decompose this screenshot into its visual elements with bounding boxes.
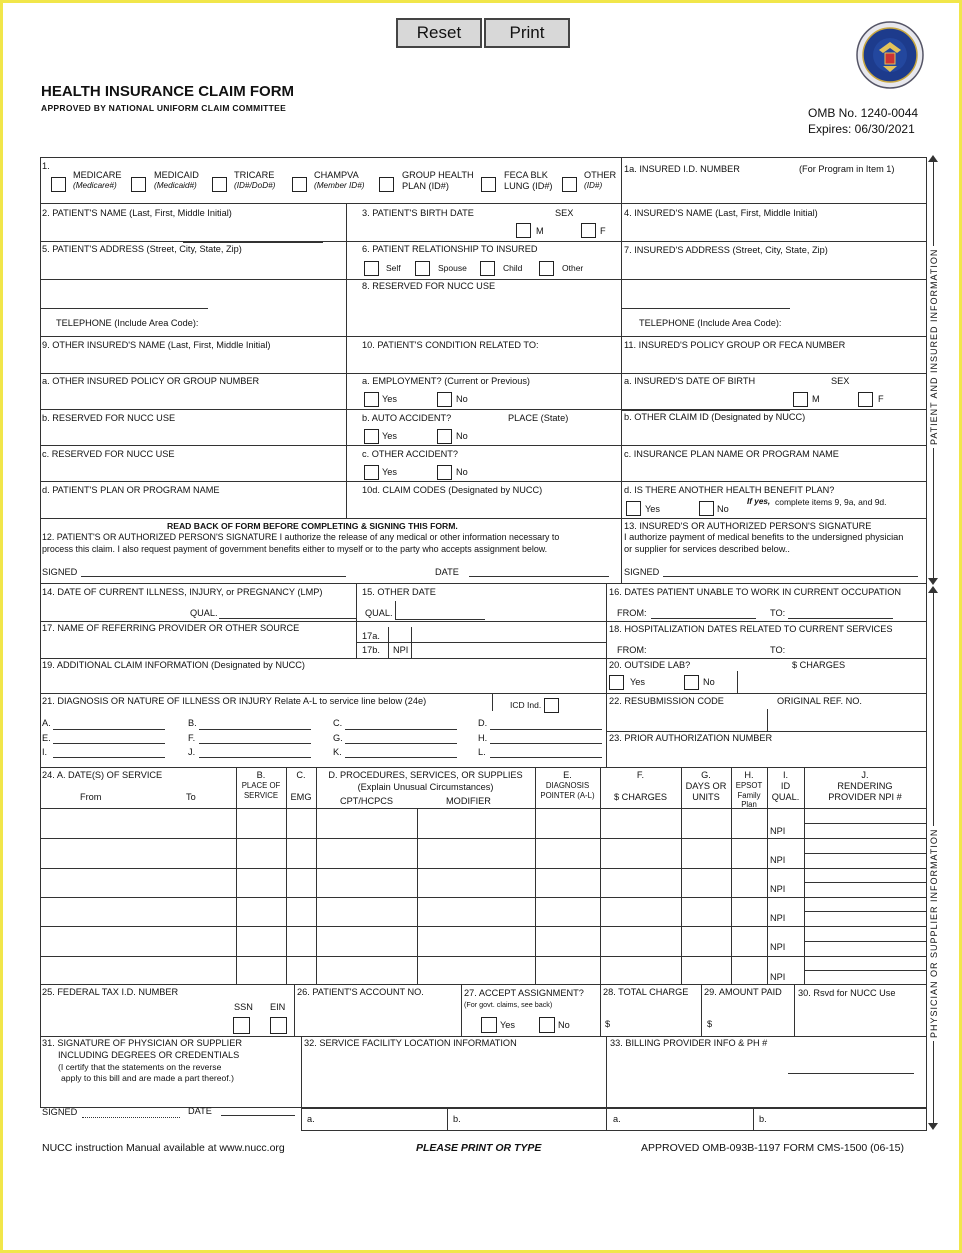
field-underline — [219, 618, 356, 619]
col24b-line3: SERVICE — [243, 791, 279, 800]
diag-line[interactable] — [345, 757, 457, 758]
accept-assignment-label: 27. ACCEPT ASSIGNMENT? — [464, 988, 584, 998]
dollar-sign: $ — [605, 1019, 611, 1029]
form-subtitle: APPROVED BY NATIONAL UNIFORM CLAIM COMMITTEE — [41, 103, 287, 113]
field-underline — [183, 241, 323, 243]
place-state-label: PLACE (State) — [508, 413, 569, 423]
divider — [621, 157, 622, 584]
col-line — [753, 1107, 754, 1130]
other-date-label: 15. OTHER DATE — [362, 587, 436, 597]
row-line — [40, 621, 927, 622]
other-program-checkbox[interactable] — [562, 177, 577, 192]
diag-letter: F. — [188, 733, 196, 743]
row-line — [40, 897, 927, 898]
physician-signature-line1: 31. SIGNATURE OF PHYSICIAN OR SUPPLIER — [42, 1038, 242, 1048]
rel-other-checkbox[interactable] — [539, 261, 554, 276]
row-line — [40, 926, 927, 927]
another-plan-no-checkbox[interactable] — [699, 501, 714, 516]
yes-label: Yes — [382, 467, 397, 477]
program-sub: PLAN (ID#) — [402, 181, 449, 191]
row-line — [40, 241, 927, 242]
feca-checkbox[interactable] — [481, 177, 496, 192]
qual-label: QUAL. — [365, 608, 393, 618]
divider — [606, 583, 607, 768]
field-divider — [737, 671, 738, 693]
row-line — [40, 518, 927, 519]
employment-yes-checkbox[interactable] — [364, 392, 379, 407]
rel-self-checkbox[interactable] — [364, 261, 379, 276]
row-line — [40, 808, 927, 809]
npi-label: NPI — [770, 855, 786, 865]
col24d-modifier: MODIFIER — [446, 796, 491, 806]
col-line — [461, 984, 462, 1036]
field-underline — [622, 409, 790, 411]
signature-line[interactable] — [81, 576, 346, 577]
print-button[interactable]: Print — [484, 18, 570, 48]
row-line — [40, 838, 927, 839]
program-sub: (Member ID#) — [314, 181, 365, 190]
rel-spouse-label: Spouse — [438, 263, 467, 273]
footer-manual: NUCC instruction Manual available at www.nucc.org — [42, 1142, 285, 1154]
arrow-down-icon — [928, 1123, 938, 1130]
diag-line[interactable] — [345, 743, 457, 744]
npi-label: NPI — [393, 645, 409, 655]
program-label: OTHER — [584, 170, 617, 180]
row-line — [40, 868, 927, 869]
diag-letter: J. — [188, 747, 196, 757]
col24h-letter: H. — [744, 770, 754, 780]
col-line — [701, 984, 702, 1036]
birth-date-label: 3. PATIENT'S BIRTH DATE — [362, 208, 474, 218]
row-line — [40, 203, 927, 204]
col-line — [417, 808, 418, 984]
another-plan-label: d. IS THERE ANOTHER HEALTH BENEFIT PLAN? — [624, 485, 835, 495]
divider — [346, 203, 347, 518]
col24c-letter: C. — [296, 770, 306, 780]
facility-b-label: b. — [453, 1114, 461, 1124]
insured-sex-m-checkbox[interactable] — [793, 392, 808, 407]
m-label: M — [812, 394, 820, 404]
diag-line[interactable] — [490, 757, 602, 758]
field-underline — [395, 619, 485, 620]
auto-accident-label: b. AUTO ACCIDENT? — [362, 413, 452, 423]
assignment-no-checkbox[interactable] — [539, 1017, 555, 1033]
facility-a-label: a. — [307, 1114, 315, 1124]
insured-name-label: 4. INSURED'S NAME (Last, First, Middle Initial) — [624, 208, 818, 218]
auto-no-checkbox[interactable] — [437, 429, 452, 444]
program-label: CHAMPVA — [314, 170, 359, 180]
other-accident-no-checkbox[interactable] — [437, 465, 452, 480]
col-line — [926, 1107, 927, 1130]
field-divider — [492, 693, 493, 711]
rel-child-label: Child — [503, 263, 523, 273]
rel-self-label: Self — [386, 263, 401, 273]
signed-label: SIGNED — [42, 567, 78, 577]
form-title: HEALTH INSURANCE CLAIM FORM — [41, 83, 295, 100]
row-line — [40, 373, 927, 374]
program-sub: (ID#/DoD#) — [234, 181, 276, 190]
row-line — [40, 583, 927, 584]
authorization-13-line3: or supplier for services described below.. — [624, 544, 790, 554]
col-line — [294, 984, 295, 1036]
frame-top — [40, 157, 927, 158]
total-charge-label: 28. TOTAL CHARGE — [603, 987, 689, 997]
col-line — [447, 1107, 448, 1130]
date-line[interactable] — [221, 1115, 295, 1116]
unable-work-label: 16. DATES PATIENT UNABLE TO WORK IN CURRENT OCCUPATION — [609, 587, 901, 597]
diag-line[interactable] — [345, 729, 457, 730]
ssn-label: SSN — [234, 1002, 253, 1012]
diag-line[interactable] — [199, 743, 311, 744]
authorization-13-line1: 13. INSURED'S OR AUTHORIZED PERSON'S SIGNATURE — [624, 521, 872, 531]
diag-line[interactable] — [53, 743, 165, 744]
icd-label: ICD Ind. — [510, 700, 542, 710]
arrow-up-icon — [928, 155, 938, 162]
rel-spouse-checkbox[interactable] — [415, 261, 430, 276]
no-label: No — [456, 394, 468, 404]
program-sub: (Medicaid#) — [154, 181, 197, 190]
original-ref-label: ORIGINAL REF. NO. — [777, 696, 862, 706]
icd-ind-box[interactable] — [544, 698, 559, 713]
col24f-label: $ CHARGES — [613, 792, 668, 802]
shaded-split — [804, 882, 926, 883]
yes-label: Yes — [382, 394, 397, 404]
from-label: FROM: — [617, 645, 647, 655]
accept-assignment-note: (For govt. claims, see back) — [464, 1000, 553, 1009]
field-underline — [788, 618, 893, 619]
field-17b-label: 17b. — [362, 645, 380, 655]
insurance-plan-label: c. INSURANCE PLAN NAME OR PROGRAM NAME — [624, 449, 839, 459]
additional-claim-label: 19. ADDITIONAL CLAIM INFORMATION (Designated by NUCC) — [42, 660, 305, 670]
outside-lab-yes-checkbox[interactable] — [609, 675, 624, 690]
field-underline — [40, 308, 208, 309]
diag-line[interactable] — [199, 729, 311, 730]
col-line — [301, 1107, 302, 1130]
billing-a-label: a. — [613, 1114, 621, 1124]
diag-line[interactable] — [490, 729, 602, 730]
no-label: No — [717, 504, 729, 514]
field-underline — [651, 618, 756, 619]
row-line — [621, 279, 927, 280]
dollar-sign: $ — [707, 1019, 713, 1029]
diag-letter: H. — [478, 733, 488, 743]
col24d-cpt: CPT/HCPCS — [339, 796, 394, 806]
frame-right — [926, 157, 927, 1107]
champva-checkbox[interactable] — [292, 177, 307, 192]
col24d-line2: (Explain Unusual Circumstances) — [357, 782, 494, 792]
arrow-up-icon — [928, 586, 938, 593]
medicare-checkbox[interactable] — [51, 177, 66, 192]
diagnosis-label: 21. DIAGNOSIS OR NATURE OF ILLNESS OR INJURY Relate A-L to service line below (24e) — [42, 696, 427, 706]
current-illness-label: 14. DATE OF CURRENT ILLNESS, INJURY, or PREGNANCY (LMP) — [42, 587, 323, 597]
col-line — [600, 984, 601, 1036]
reserved-9b-label: b. RESERVED FOR NUCC USE — [42, 413, 176, 423]
diag-letter: D. — [478, 718, 488, 728]
authorization-13-line2: I authorize payment of medical benefits to the undersigned physician — [624, 532, 904, 542]
arrow-down-icon — [928, 578, 938, 585]
physician-signature-line3: (I certify that the statements on the reverse — [58, 1062, 222, 1072]
diag-letter: B. — [188, 718, 197, 728]
to-label: TO: — [770, 645, 786, 655]
row-line — [40, 767, 927, 768]
insured-id-note: (For Program in Item 1) — [799, 164, 895, 174]
resubmission-label: 22. RESUBMISSION CODE — [609, 696, 724, 706]
other-policy-label: a. OTHER INSURED POLICY OR GROUP NUMBER — [42, 376, 260, 386]
physician-signature-line2: INCLUDING DEGREES OR CREDENTIALS — [58, 1050, 240, 1060]
f-label: F — [600, 226, 606, 236]
referring-provider-label: 17. NAME OF REFERRING PROVIDER OR OTHER SOURCE — [42, 623, 300, 633]
federal-tax-label: 25. FEDERAL TAX I.D. NUMBER — [42, 987, 179, 997]
col24g-line3: UNITS — [692, 792, 720, 802]
medicaid-checkbox[interactable] — [131, 177, 146, 192]
col24i-line2: ID — [780, 781, 791, 791]
col24d-line1: D. PROCEDURES, SERVICES, OR SUPPLIES — [328, 770, 523, 780]
row-line — [40, 409, 927, 410]
col-line — [794, 984, 795, 1036]
no-label: No — [558, 1020, 570, 1030]
col24b-line2: PLACE OF — [241, 781, 281, 790]
col24g-line2: DAYS OR — [685, 781, 727, 791]
npi-label: NPI — [770, 942, 786, 952]
frame-left — [40, 157, 41, 1107]
row-line — [40, 279, 346, 280]
row-line — [40, 481, 927, 482]
program-label: FECA BLK — [504, 170, 548, 180]
another-plan-yes-checkbox[interactable] — [626, 501, 641, 516]
row-line — [606, 731, 927, 732]
npi-label: NPI — [770, 972, 786, 982]
col24e-letter: E. — [563, 770, 572, 780]
policy-group-label: 11. INSURED'S POLICY GROUP OR FECA NUMBER — [624, 340, 846, 350]
col24g-letter: G. — [701, 770, 711, 780]
col24i-line3: QUAL. — [771, 792, 800, 802]
program-label: TRICARE — [234, 170, 275, 180]
signed-label: SIGNED — [624, 567, 660, 577]
billing-phone-line[interactable] — [788, 1073, 914, 1074]
signature-line[interactable] — [663, 576, 918, 577]
authorization-12-line2: process this claim. I also request payment of government benefits either to myself or to the party who accepts assignment below. — [42, 544, 548, 554]
no-label: No — [456, 431, 468, 441]
col24h-line2: EPSOT — [735, 781, 763, 790]
date-label: DATE — [435, 567, 459, 577]
yes-label: Yes — [630, 677, 645, 687]
date-label: DATE — [188, 1106, 212, 1116]
claim-codes-label: 10d. CLAIM CODES (Designated by NUCC) — [362, 485, 543, 495]
footer-approval: APPROVED OMB-093B-1197 FORM CMS-1500 (06-15) — [641, 1142, 904, 1154]
diag-letter: E. — [42, 733, 51, 743]
patient-telephone-label: TELEPHONE (Include Area Code): — [56, 318, 199, 328]
patient-name-label: 2. PATIENT'S NAME (Last, First, Middle Initial) — [42, 208, 232, 218]
row-line — [40, 1036, 927, 1037]
col24i-letter: I. — [782, 770, 789, 780]
col24b-letter: B. — [256, 770, 266, 780]
side-label-patient: PATIENT AND INSURED INFORMATION — [929, 246, 939, 448]
diag-line[interactable] — [53, 729, 165, 730]
insured-telephone-label: TELEPHONE (Include Area Code): — [639, 318, 782, 328]
col24j-line3: PROVIDER NPI # — [828, 792, 902, 802]
sex-label: SEX — [555, 208, 574, 218]
shaded-split — [804, 941, 926, 942]
col24-to: To — [186, 792, 196, 802]
yes-label: Yes — [500, 1020, 515, 1030]
row-line — [301, 1108, 927, 1109]
col24j-line2: RENDERING — [837, 781, 893, 791]
reset-button[interactable]: Reset — [396, 18, 482, 48]
billing-b-label: b. — [759, 1114, 767, 1124]
program-label: MEDICARE — [73, 170, 122, 180]
service-facility-label: 32. SERVICE FACILITY LOCATION INFORMATION — [304, 1038, 517, 1048]
insured-sex-f-checkbox[interactable] — [858, 392, 873, 407]
col24-from: From — [80, 792, 102, 802]
insured-address-label: 7. INSURED'S ADDRESS (Street, City, State, Zip) — [624, 245, 828, 255]
col24h-line4: Plan — [741, 800, 757, 809]
program-label: MEDICAID — [154, 170, 199, 180]
row-line — [346, 279, 621, 280]
tricare-checkbox[interactable] — [212, 177, 227, 192]
field-underline — [622, 308, 790, 309]
side-label-physician: PHYSICIAN OR SUPPLIER INFORMATION — [929, 826, 939, 1041]
group-health-checkbox[interactable] — [379, 177, 394, 192]
row-line — [356, 642, 606, 643]
sex-f-checkbox[interactable] — [581, 223, 596, 238]
date-line[interactable] — [469, 576, 609, 577]
assignment-yes-checkbox[interactable] — [481, 1017, 497, 1033]
field-17a-label: 17a. — [362, 631, 380, 641]
physician-signature-line4: apply to this bill and are made a part thereof.) — [61, 1073, 234, 1083]
other-accident-yes-checkbox[interactable] — [364, 465, 379, 480]
row-line — [40, 658, 927, 659]
row-line — [301, 1107, 927, 1108]
other-accident-label: c. OTHER ACCIDENT? — [362, 449, 458, 459]
sex-label: SEX — [831, 376, 850, 386]
auto-yes-checkbox[interactable] — [364, 429, 379, 444]
lab-charges-label: $ CHARGES — [792, 660, 846, 670]
reserved-8-label: 8. RESERVED FOR NUCC USE — [362, 281, 496, 291]
row-line — [40, 693, 927, 694]
col24a-label: 24. A. DATE(S) OF SERVICE — [42, 770, 163, 780]
reserved-9c-label: c. RESERVED FOR NUCC USE — [42, 449, 175, 459]
patient-address-label: 5. PATIENT'S ADDRESS (Street, City, State, Zip) — [42, 244, 242, 254]
ssn-checkbox[interactable] — [233, 1017, 250, 1034]
from-label: FROM: — [617, 608, 647, 618]
col24e-line3: POINTER (A-L) — [540, 791, 595, 800]
department-seal-icon — [855, 20, 925, 90]
billing-provider-label: 33. BILLING PROVIDER INFO & PH # — [610, 1038, 768, 1048]
shaded-split — [804, 911, 926, 912]
diag-line[interactable] — [490, 743, 602, 744]
nucc-reserved-label: 30. Rsvd for NUCC Use — [798, 988, 896, 998]
yes-label: Yes — [382, 431, 397, 441]
row-line — [40, 445, 927, 446]
diag-letter: C. — [333, 718, 343, 728]
employment-label: a. EMPLOYMENT? (Current or Previous) — [362, 376, 530, 386]
rel-child-checkbox[interactable] — [480, 261, 495, 276]
authorization-12-line1: 12. PATIENT'S OR AUTHORIZED PERSON'S SIGNATURE I authorize the release of any medical or other information necessary to — [42, 532, 560, 542]
patient-plan-label: d. PATIENT'S PLAN OR PROGRAM NAME — [42, 485, 220, 495]
signed-label: SIGNED — [42, 1107, 78, 1117]
hospitalization-label: 18. HOSPITALIZATION DATES RELATED TO CURRENT SERVICES — [609, 624, 893, 634]
row-line — [40, 336, 927, 337]
shaded-split — [804, 853, 926, 854]
program-sub: LUNG (ID#) — [504, 181, 553, 191]
field-divider — [767, 709, 768, 731]
program-label: GROUP HEALTH — [402, 170, 474, 180]
diag-line[interactable] — [199, 757, 311, 758]
shaded-split — [804, 970, 926, 971]
col24f-letter: F. — [636, 770, 645, 780]
other-insured-name-label: 9. OTHER INSURED'S NAME (Last, First, Middle Initial) — [42, 340, 271, 350]
signature-line[interactable] — [82, 1117, 180, 1118]
shaded-split — [804, 823, 926, 824]
read-back-notice: READ BACK OF FORM BEFORE COMPLETING & SIGNING THIS FORM. — [167, 521, 458, 531]
col24c-label: EMG — [290, 792, 312, 802]
diag-letter: K. — [333, 747, 342, 757]
npi-label: NPI — [770, 826, 786, 836]
col-line — [301, 1036, 302, 1107]
program-sub: (ID#) — [584, 181, 603, 190]
footer-print-notice: PLEASE PRINT OR TYPE — [416, 1142, 542, 1154]
qual-label: QUAL. — [190, 608, 218, 618]
yes-label: Yes — [645, 504, 660, 514]
diag-line[interactable] — [53, 757, 165, 758]
sex-m-checkbox[interactable] — [516, 223, 531, 238]
omb-number: OMB No. 1240-0044 — [808, 106, 919, 120]
no-label: No — [703, 677, 715, 687]
other-claim-id-label: b. OTHER CLAIM ID (Designated by NUCC) — [624, 412, 806, 422]
field-divider — [411, 627, 412, 658]
field-divider — [388, 627, 389, 658]
col-line — [606, 1036, 607, 1107]
condition-label: 10. PATIENT'S CONDITION RELATED TO: — [362, 340, 539, 350]
ein-checkbox[interactable] — [270, 1017, 287, 1034]
row-line — [40, 956, 927, 957]
ein-label: EIN — [270, 1002, 286, 1012]
relationship-label: 6. PATIENT RELATIONSHIP TO INSURED — [362, 244, 538, 254]
employment-no-checkbox[interactable] — [437, 392, 452, 407]
prior-authorization-label: 23. PRIOR AUTHORIZATION NUMBER — [609, 733, 773, 743]
rel-other-label: Other — [562, 263, 584, 273]
insured-dob-label: a. INSURED'S DATE OF BIRTH — [624, 376, 756, 386]
col24j-letter: J. — [861, 770, 869, 780]
col-line — [606, 1107, 607, 1130]
outside-lab-no-checkbox[interactable] — [684, 675, 699, 690]
diag-letter: A. — [42, 718, 51, 728]
npi-label: NPI — [770, 913, 786, 923]
m-label: M — [536, 226, 544, 236]
insured-id-label: 1a. INSURED I.D. NUMBER — [624, 164, 740, 174]
program-sub: (Medicare#) — [73, 181, 117, 190]
diag-letter: I. — [42, 747, 48, 757]
diag-letter: L. — [478, 747, 486, 757]
amount-paid-label: 29. AMOUNT PAID — [704, 987, 782, 997]
another-plan-note: complete items 9, 9a, and 9d. — [775, 497, 887, 507]
item1-number: 1. — [42, 161, 50, 171]
no-label: No — [456, 467, 468, 477]
expiration-date: Expires: 06/30/2021 — [808, 122, 915, 136]
npi-label: NPI — [770, 884, 786, 894]
diag-letter: G. — [333, 733, 343, 743]
outside-lab-label: 20. OUTSIDE LAB? — [609, 660, 691, 670]
col24h-line3: Family — [737, 791, 761, 800]
another-plan-note-italic: If yes, — [747, 497, 771, 506]
row-line — [301, 1130, 927, 1131]
col24e-line2: DIAGNOSIS — [545, 781, 590, 790]
to-label: TO: — [770, 608, 786, 618]
field-divider — [395, 601, 396, 619]
f-label: F — [878, 394, 884, 404]
account-no-label: 26. PATIENT'S ACCOUNT NO. — [297, 987, 424, 997]
